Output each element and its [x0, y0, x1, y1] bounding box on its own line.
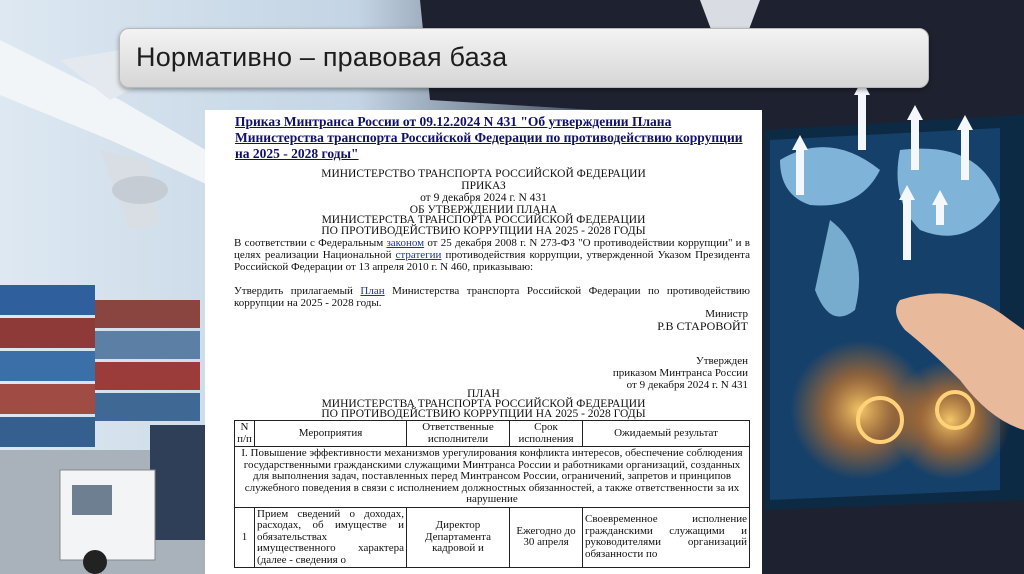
signer-title: Министр: [705, 308, 748, 320]
document-page: [205, 110, 762, 574]
column-header: Срок исполнения: [510, 421, 583, 447]
order-about: ОБ УТВЕРЖДЕНИИ ПЛАНА: [409, 204, 558, 216]
order-label: ПРИКАЗ: [461, 180, 506, 192]
row-deadline: Ежегодно до 30 апреля: [510, 507, 583, 568]
plan-title: ПЛАН: [467, 388, 500, 400]
table-row: [235, 507, 750, 568]
approved-by: приказом Минтранса России: [612, 367, 748, 379]
plan-link[interactable]: План: [360, 285, 385, 297]
document-heading: Приказ Минтранса России от 09.12.2024 N 431 "Об утверждении Плана Министерства транспорта Российской Федерации по противодействию коррупции на 2025 - 2028 годы": [235, 114, 743, 161]
title-bar: [119, 28, 929, 88]
plan-subject: ПО ПРОТИВОДЕЙСТВИЮ КОРРУПЦИИ НА 2025 - 2028 ГОДЫ: [321, 408, 646, 420]
order-date: от 9 декабря 2024 г. N 431: [420, 192, 547, 204]
order-paragraph-2: [234, 285, 750, 309]
table-header-row: [235, 421, 750, 447]
row-action: Прием сведений о доходах, расходах, об имуществе и обязательствах имущественного характера (далее - сведения о: [255, 507, 407, 568]
para1-text-a: В соответствии с Федеральным: [234, 237, 387, 249]
order-paragraph-1: [234, 237, 750, 273]
para2-text-b: Министерства транспорта Российской Федерации по противодействию коррупции на 2025 - 2028 годы.: [234, 285, 750, 309]
strategy-link[interactable]: стратегии: [395, 249, 442, 261]
ministry-name: МИНИСТЕРСТВО ТРАНСПОРТА РОССИЙСКОЙ ФЕДЕРАЦИИ: [321, 168, 646, 180]
plan-ministry: МИНИСТЕРСТВА ТРАНСПОРТА РОССИЙСКОЙ ФЕДЕРАЦИИ: [321, 398, 646, 410]
approved-date: от 9 декабря 2024 г. N 431: [626, 379, 748, 391]
table-section-row: [235, 447, 750, 508]
para1-text-c: противодействия коррупции, утвержденной Указом Президента Российской Федерации от 13 апреля 2010 г. N 460, приказываю:: [234, 249, 750, 273]
column-header: Ответственные исполнители: [407, 421, 510, 447]
row-number: 1: [235, 507, 255, 568]
para1-text-b: от 25 декабря 2008 г. N 273-ФЗ "О противодействии коррупции" и в целях реализации Национальной: [234, 237, 750, 261]
signer-name: Р.В СТАРОВОЙТ: [657, 319, 748, 333]
order-about-subject: ПО ПРОТИВОДЕЙСТВИЮ КОРРУПЦИИ НА 2025 - 2028 ГОДЫ: [321, 225, 646, 237]
column-header: N п/п: [235, 421, 255, 447]
order-about-ministry: МИНИСТЕРСТВА ТРАНСПОРТА РОССИЙСКОЙ ФЕДЕРАЦИИ: [321, 214, 646, 226]
law-link[interactable]: законом: [386, 237, 425, 249]
para2-text-a: Утвердить прилагаемый: [234, 285, 361, 297]
row-executor: Директор Департамента кадровой и: [407, 507, 510, 568]
slide-title: Нормативно – правовая база: [136, 42, 508, 72]
approved-label: Утвержден: [695, 355, 748, 367]
plan-table: [234, 420, 750, 568]
row-result: Своевременное исполнение гражданскими служащими и руководителями организаций обязанности по: [583, 507, 750, 568]
section-heading: I. Повышение эффективности механизмов урегулирования конфликта интересов, обеспечение соблюдения государственными гражданскими служащими Минтранса России и работниками организаций, созданных для выполнения задач, поставленных перед Минтрансом России, ограничений, запретов и принципов служебного поведения в связи с исполнением должностных обязанностей, а также ответственности за их нарушение: [235, 447, 750, 508]
column-header: Ожидаемый результат: [583, 421, 750, 447]
column-header: Мероприятия: [255, 421, 407, 447]
